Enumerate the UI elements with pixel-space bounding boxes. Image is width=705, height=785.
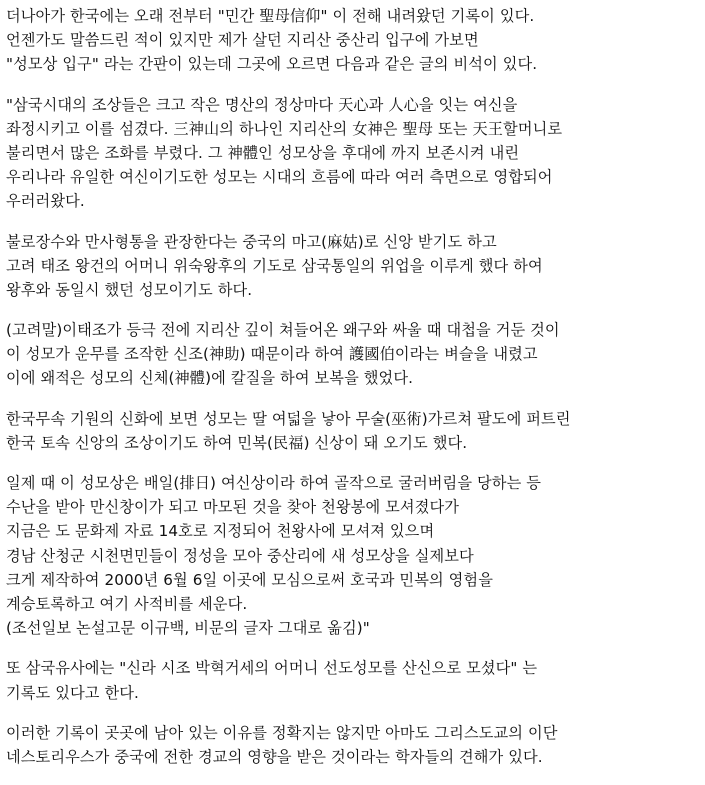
text-line: 네스토리우스가 중국에 전한 경교의 영향을 받은 것이라는 학자들의 견해가 있다. [6, 747, 543, 766]
text-line: 기록도 있다고 한다. [6, 683, 139, 702]
text-line: 계승토록하고 여기 사적비를 세운다. [6, 594, 248, 613]
paragraph [6, 4, 702, 77]
text-line: 우리나라 유일한 여신이기도한 성모는 시대의 흐름에 따라 여러 측면으로 영합되어 [6, 168, 553, 187]
text-line: (조선일보 논설고문 이규백, 비문의 글자 그대로 옮김)" [6, 619, 370, 638]
text-line: "성모상 입구" 라는 간판이 있는데 그곳에 오르면 다음과 같은 글의 비석이 있다. [6, 55, 538, 74]
text-line: 고려 태조 왕건의 어머니 위숙왕후의 기도로 삼국통일의 위업을 이루게 했다 하여 [6, 256, 543, 275]
paragraph [6, 230, 702, 303]
paragraph [6, 93, 702, 214]
text-line: 일제 때 이 성모상은 배일(排日) 여신상이라 하여 골작으로 굴러버림을 당하는 등 [6, 474, 542, 492]
text-line: 더나아가 한국에는 오래 전부터 "민간 聖母信仰" 이 전해 내려왔던 기록이 있다. [6, 7, 535, 25]
text-line: 언젠가도 말씀드린 적이 있지만 제가 살던 지리산 중산리 입구에 가보면 [6, 31, 479, 50]
text-line: 크게 제작하여 2000년 6월 6일 이곳에 모심으로써 호국과 민복의 영험을 [6, 570, 493, 589]
paragraph [6, 721, 702, 769]
text-line: 이 성모가 운무를 조작한 신조(神助) 때문이라 하여 護國伯이라는 벼슬을 내렸고 [6, 345, 538, 364]
text-line: 수난을 받아 만신창이가 되고 마모된 것을 찾아 천왕봉에 모셔졌다가 [6, 498, 460, 517]
text-line: 이에 왜적은 성모의 신체(神體)에 칼질을 하여 보복을 했었다. [6, 369, 414, 388]
text-line: 한국무속 기원의 신화에 보면 성모는 딸 여덟을 낳아 무술(巫術)가르쳐 팔도에 퍼트린 [6, 409, 571, 428]
paragraph [6, 471, 702, 640]
text-line: 또 삼국유사에는 "신라 시조 박혁거세의 어머니 선도성모를 산신으로 모셨다" 는 [6, 659, 538, 678]
text-line: "삼국시대의 조상들은 크고 작은 명산의 정상마다 天心과 人心을 잇는 여신을 [6, 95, 518, 114]
text-line: 한국 토속 신앙의 조상이기도 하여 민복(民福) 신상이 돼 오기도 했다. [6, 433, 468, 452]
text-line: 좌정시키고 이를 섬겼다. 三神山의 하나인 지리산의 女神은 聖母 또는 天王할머니로 [6, 119, 563, 138]
text-line: (고려말)이태조가 등극 전에 지리산 깊이 쳐들어온 왜구와 싸울 때 대첩을 거둔 것이 [6, 321, 560, 340]
text-line: 이러한 기록이 곳곳에 남아 있는 이유를 정확지는 않지만 아마도 그리스도교의 이단 [6, 723, 558, 742]
document-body [6, 4, 702, 785]
text-line: 지금은 도 문화제 자료 14호로 지정되어 천왕사에 모셔져 있으며 [6, 522, 435, 541]
paragraph [6, 407, 702, 455]
text-line: 불리면서 많은 조화를 부렸다. 그 神體인 성모상을 후대에 까지 보존시켜 내린 [6, 143, 520, 162]
paragraph [6, 656, 702, 704]
text-line: 우러러왔다. [6, 192, 85, 211]
text-line: 불로장수와 만사형통을 관장한다는 중국의 마고(麻姑)로 신앙 받기도 하고 [6, 232, 497, 251]
text-line: 경남 산청군 시천면민들이 정성을 모아 중산리에 새 성모상을 실제보다 [6, 546, 474, 565]
text-line: 왕후와 동일시 했던 성모이기도 하다. [6, 280, 253, 299]
paragraph [6, 318, 702, 391]
